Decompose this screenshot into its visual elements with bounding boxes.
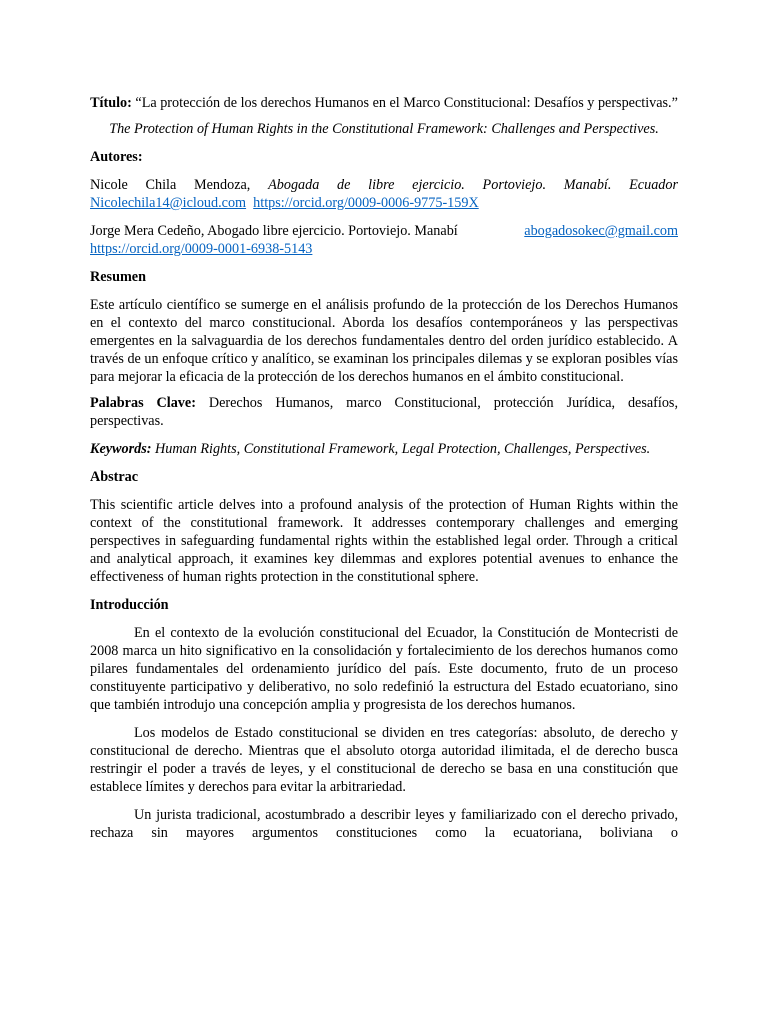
- author-1-orcid-link[interactable]: https://orcid.org/0009-0006-9775-159X: [253, 195, 479, 211]
- abstract-text: This scientific article delves into a profound analysis of the protection of Human Rights within the context of the constitutional framework. It addresses contemporary challenges and emerging perspectives in safeguarding fundamental rights within the established legal order. Through a critical and analytical approach, it examines key dilemmas and explores potential avenues to enhance the effectiveness of human rights protection in the constitutional sphere.: [90, 497, 678, 585]
- title-text: “La protección de los derechos Humanos en el Marco Constitucional: Desafíos y perspectivas.”: [135, 95, 678, 111]
- author-1-line: [90, 176, 678, 194]
- abstract-heading: Abstrac: [90, 469, 139, 485]
- palabras-clave-text: Derechos Humanos, marco Constitucional, protección Jurídica, desafíos, perspectivas.: [90, 395, 678, 429]
- keywords-text: Human Rights, Constitutional Framework, Legal Protection, Challenges, Perspectives.: [155, 441, 651, 457]
- author-1-email-link[interactable]: Nicolechila14@icloud.com: [90, 195, 247, 211]
- palabras-clave: [90, 394, 678, 430]
- title-label: Título:: [90, 95, 132, 111]
- introduccion-heading: Introducción: [90, 597, 169, 613]
- introduccion-paragraph: En el contexto de la evolución constitucional del Ecuador, la Constitución de Montecristi de 2008 marca un hito significativo en la consolidación y fortalecimiento de los derechos humanos como pilares fundamentales del ordenamiento jurídico del país. Este documento, fruto de un proceso constituyente participativo y deliberativo, no solo redefinió la estructura del Estado ecuatoriano, sino que también introdujo una concepción amplia y progresista de los derechos humanos.: [90, 625, 678, 713]
- introduccion-paragraph: Un jurista tradicional, acostumbrado a describir leyes y familiarizado con el derecho privado, rechaza sin mayores argumentos constituciones como la ecuatoriana, boliviana o: [90, 807, 678, 841]
- title-english: The Protection of Human Rights in the Constitutional Framework: Challenges and Perspectives.: [109, 121, 659, 137]
- author-1-affiliation: Abogada de libre ejercicio. Portoviejo. Manabí. Ecuador: [268, 177, 679, 193]
- title: [90, 94, 678, 112]
- author-2-name: Jorge Mera Cedeño, Abogado libre ejercicio. Portoviejo. Manabí: [90, 223, 458, 239]
- keywords: [90, 440, 678, 458]
- palabras-clave-label: Palabras Clave:: [90, 395, 196, 411]
- author-2-line: [90, 222, 678, 240]
- keywords-label: Keywords:: [90, 441, 152, 457]
- introduccion-paragraph: Los modelos de Estado constitucional se dividen en tres categorías: absoluto, de derecho y constitucional de derecho. Mientras que el absoluto otorga autoridad ilimitada, el de derecho busca restringir el poder a través de leyes, y el constitucional de derecho se basa en una constitución que establece límites y derechos para evitar la arbitrariedad.: [90, 725, 678, 795]
- authors-heading: Autores:: [90, 149, 143, 165]
- resumen-text: Este artículo científico se sumerge en el análisis profundo de la protección de los Derechos Humanos en el contexto del marco constitucional. Aborda los desafíos contemporáneos y las perspectivas emergentes en la salvaguardia de los derechos fundamentales dentro del orden jurídico establecido. A través de un enfoque crítico y analítico, se examinan los principales dilemas y se exploran posibles vías para mejorar la eficacia de la protección de los derechos humanos en el ámbito constitucional.: [90, 297, 678, 385]
- author-1: [90, 176, 678, 212]
- resumen-heading: Resumen: [90, 269, 146, 285]
- author-2-email-link[interactable]: abogadosokec@gmail.com: [524, 223, 678, 239]
- author-1-name: Nicole Chila Mendoza,: [90, 177, 251, 193]
- author-2-orcid-link[interactable]: https://orcid.org/0009-0001-6938-5143: [90, 241, 313, 257]
- author-2: [90, 222, 678, 258]
- document-body: [90, 94, 678, 842]
